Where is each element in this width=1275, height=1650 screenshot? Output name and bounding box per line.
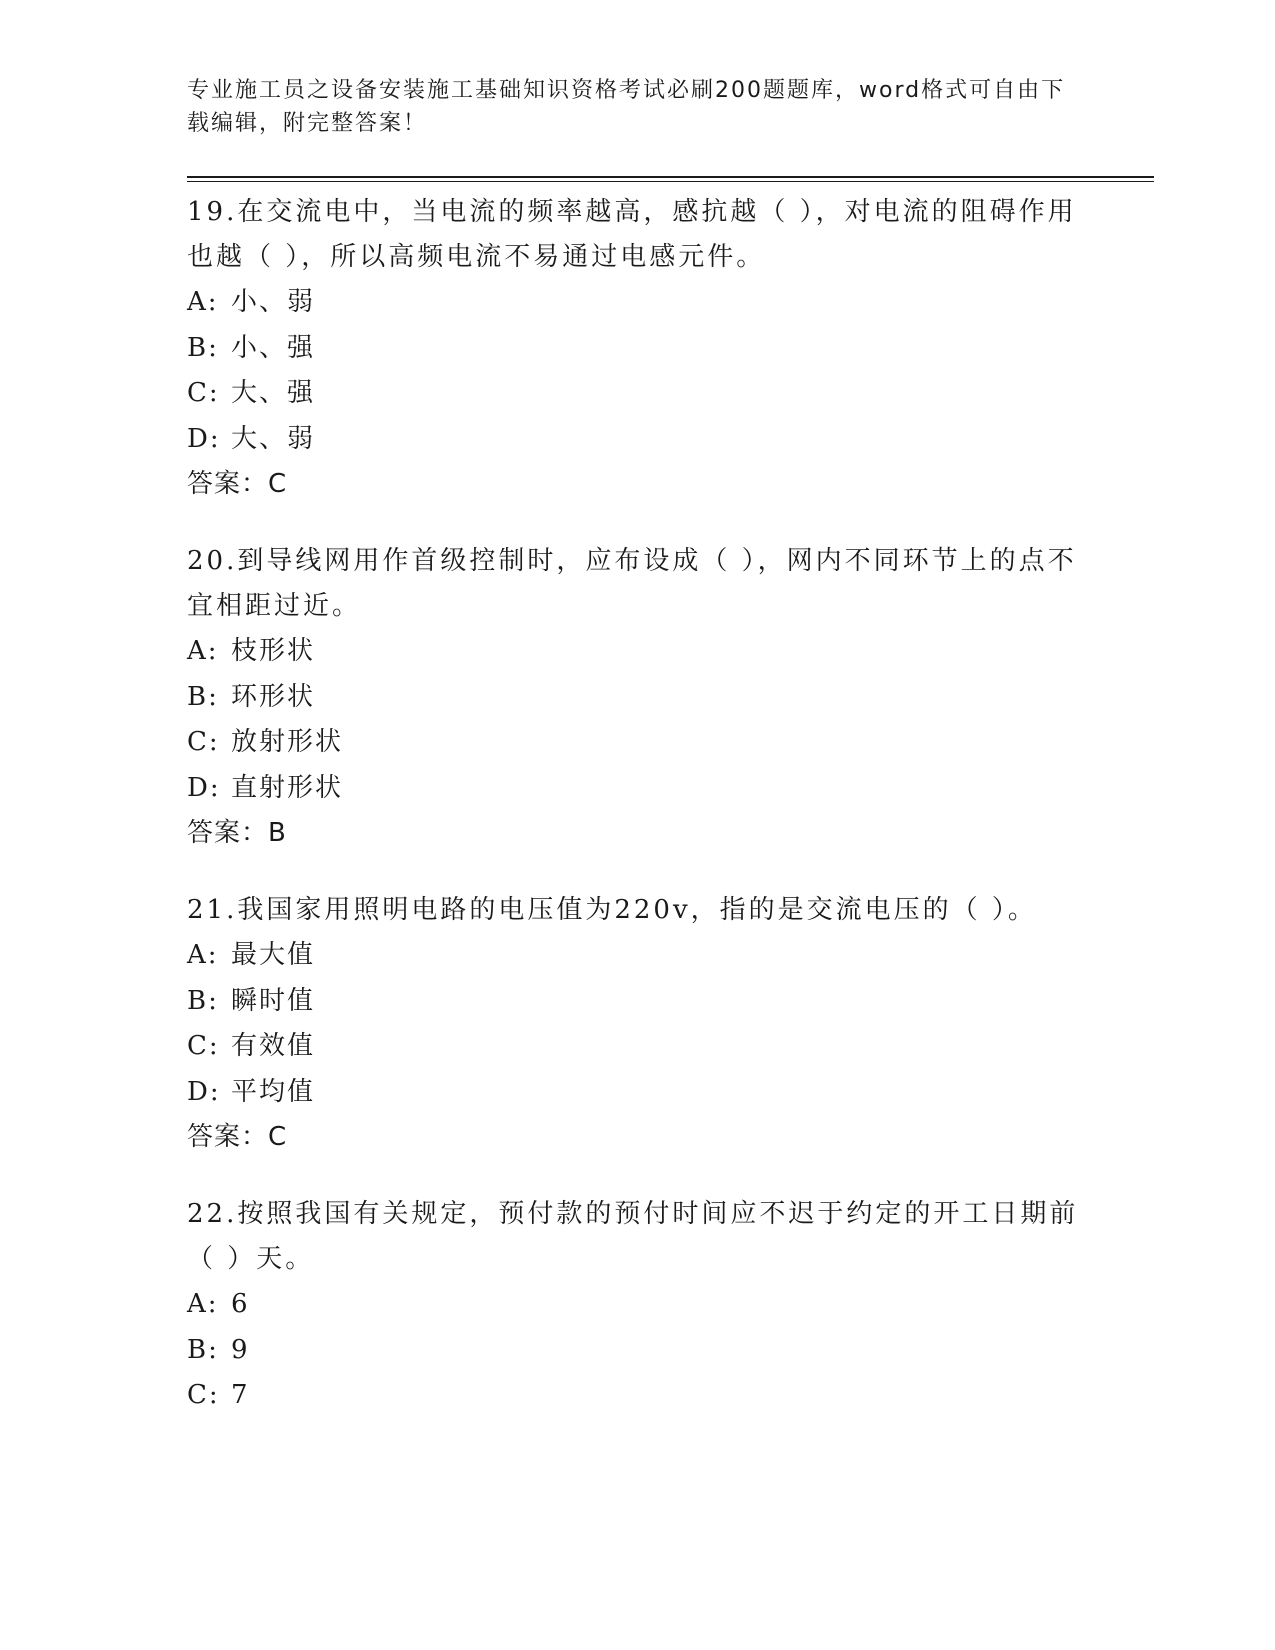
document-header: 专业施工员之设备安装施工基础知识资格考试必刷200题题库，word格式可自由下载编辑，附完整答案！ [187,78,1066,136]
question-text: 19.在交流电中，当电流的频率越高，感抗越（ ），对电流的阻碍作用也越（ ），所以高频电流不易通过电感元件。 [187,197,1077,272]
answer-line: 答案：C [187,1122,288,1152]
option-text: 枝形状 [231,636,316,666]
question-22 [187,1192,1087,1419]
header-rule-thin [187,181,1154,182]
option-text: 小、强 [231,332,316,363]
question-text: 22.按照我国有关规定，预付款的预付时间应不迟于约定的开工日期前（ ）天。 [187,1199,1079,1274]
option-d [187,1070,1087,1116]
answer-line: 答案：B [187,818,287,848]
question-20 [187,539,1087,856]
option-letter: A: [187,1289,219,1319]
option-text: 环形状 [231,681,316,712]
option-text: 瞬时值 [231,985,316,1016]
option-text: 大、强 [231,378,316,408]
option-letter: C: [187,1380,220,1410]
option-b [187,326,1087,372]
answer-line: 答案：C [187,469,288,499]
question-21 [187,888,1087,1160]
option-letter: C: [187,1031,220,1061]
option-letter: A: [187,940,219,970]
option-letter: D: [187,772,221,803]
option-text: 大、弱 [231,423,316,454]
option-letter: D: [187,423,221,454]
option-letter: D: [187,1076,221,1107]
option-letter: B: [187,985,219,1016]
option-letter: C: [187,378,220,408]
option-text: 小、弱 [231,287,316,317]
question-19 [187,190,1087,507]
option-letter: B: [187,1334,219,1365]
option-b [187,1328,1087,1374]
option-letter: B: [187,332,219,363]
option-d [187,766,1087,812]
option-letter: C: [187,727,220,757]
option-a [187,1282,1087,1328]
option-a [187,629,1087,675]
option-text: 最大值 [231,940,316,970]
option-text: 6 [231,1289,250,1319]
option-b [187,675,1087,721]
option-letter: A: [187,636,219,666]
option-text: 有效值 [231,1031,316,1061]
option-text: 平均值 [231,1076,316,1107]
option-c [187,1373,1087,1419]
option-text: 7 [231,1380,250,1410]
header-rule-thick [187,176,1154,178]
option-d [187,417,1087,463]
option-b [187,979,1087,1025]
question-list [187,190,1087,1451]
option-text: 9 [231,1334,250,1365]
question-text: 21.我国家用照明电路的电压值为220v，指的是交流电压的（ ）。 [187,895,1037,925]
option-c [187,1024,1087,1070]
option-a [187,933,1087,979]
option-a [187,280,1087,326]
option-letter: A: [187,287,219,317]
option-c [187,371,1087,417]
option-text: 直射形状 [231,772,344,803]
option-text: 放射形状 [231,727,344,757]
option-letter: B: [187,681,219,712]
option-c [187,720,1087,766]
question-text: 20.到导线网用作首级控制时，应布设成（ ），网内不同环节上的点不宜相距过近。 [187,546,1077,621]
